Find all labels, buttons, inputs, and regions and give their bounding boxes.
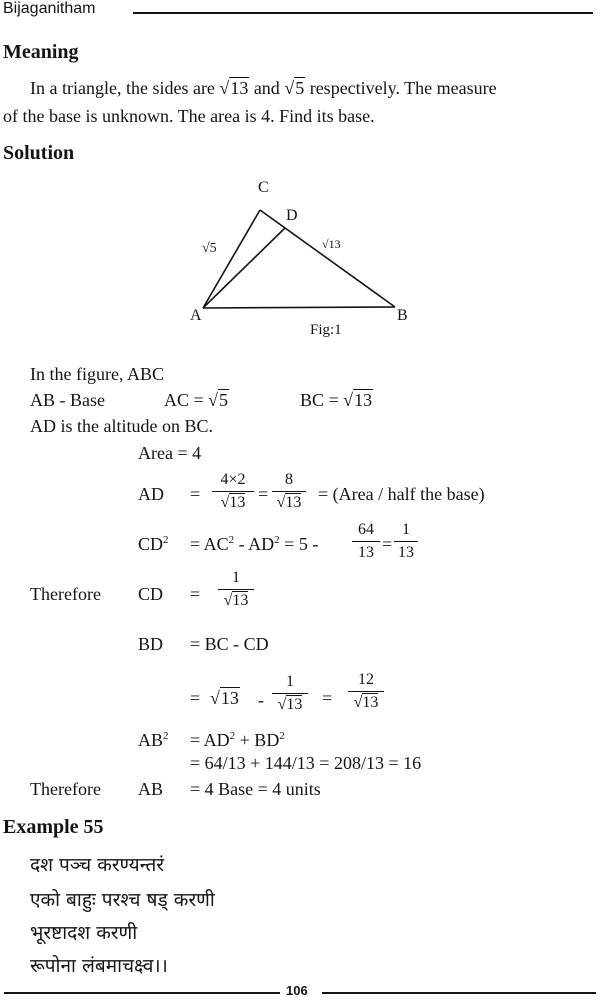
bd2-radical: √13 <box>210 688 239 708</box>
cd2-rhs-c: = 5 - <box>279 534 319 554</box>
ad-lhs: AD <box>138 484 164 504</box>
denominator: 13 <box>362 694 379 711</box>
bd-lhs: BD <box>138 634 164 654</box>
ad-mid-eq: = <box>258 484 269 504</box>
header-rule <box>133 12 593 14</box>
bd2-mid-eq: = <box>322 688 333 708</box>
numerator: 12 <box>358 671 374 688</box>
cd2-lhs-text: CD <box>138 534 164 554</box>
radicand: 13 <box>354 390 373 410</box>
radical-13: √13 <box>219 78 249 98</box>
radical-5: √5 <box>284 78 305 98</box>
ab-base-label: AB - Base <box>30 390 105 410</box>
meaning-text-a: In a triangle, the sides are <box>30 78 220 98</box>
meaning-text-c: respectively. The measure <box>305 78 497 98</box>
page-number: 106 <box>286 983 308 998</box>
denominator: 13 <box>232 592 249 609</box>
vertex-a-label: A <box>190 307 202 324</box>
superscript: 2 <box>279 730 285 742</box>
meaning-heading: Meaning <box>3 41 79 63</box>
example-heading: Example 55 <box>3 816 104 838</box>
side-cb <box>260 210 395 307</box>
ab2-rhs-b: + BD <box>235 730 280 750</box>
radicand: 13 <box>220 688 239 708</box>
cd2-rhs-b: - AD <box>234 534 275 554</box>
numerator: 4×2 <box>220 471 246 488</box>
figure-caption: Fig:1 <box>310 322 342 338</box>
ab2-lhs <box>138 730 169 751</box>
superscript: 2 <box>274 534 280 546</box>
superscript: 2 <box>163 534 169 546</box>
denominator: 13 <box>229 494 246 511</box>
superscript: 2 <box>228 534 235 546</box>
vertex-d-label: D <box>286 207 298 224</box>
triangle-figure <box>180 172 420 344</box>
verse-line-4: रूपोना लंबमाचक्ष्व।। <box>30 955 168 977</box>
cd-fraction: 1 √13 <box>218 568 254 611</box>
ad-fraction-2: 8 √13 <box>272 470 306 513</box>
area-line: Area = 4 <box>138 443 202 463</box>
solution-heading: Solution <box>3 142 75 164</box>
numerator: 1 <box>232 569 240 586</box>
altitude-ad <box>203 228 285 308</box>
verse-line-1: दश पञ्च करण्यन्तरं <box>30 854 165 876</box>
radical-5: √5 <box>208 390 229 410</box>
work-intro: In the figure, ABC <box>30 364 164 384</box>
bd2-eq: = <box>190 688 201 708</box>
therefore-label-2: Therefore <box>30 779 101 799</box>
side-ab <box>203 307 395 308</box>
side-ac-label: √5 <box>202 241 217 256</box>
ab-rhs: = 4 Base = 4 units <box>190 779 321 799</box>
running-header-title: Bijaganitham <box>3 0 96 17</box>
footer-rule-right <box>322 992 596 994</box>
therefore-label-1: Therefore <box>30 584 101 604</box>
radicand: 5 <box>295 78 305 98</box>
numerator: 1 <box>286 673 294 690</box>
vertex-c-label: C <box>258 179 269 196</box>
cd2-rhs <box>190 534 318 555</box>
vertex-b-label: B <box>397 307 408 324</box>
meaning-line-2: of the base is unknown. The area is 4. Find its base. <box>3 106 375 126</box>
cd2-mid-eq: = <box>382 534 393 554</box>
denominator: 13 <box>285 494 302 511</box>
numerator: 64 <box>358 521 374 538</box>
numerator: 1 <box>402 521 410 538</box>
meaning-text-b: and <box>249 78 285 98</box>
side-ac <box>203 210 260 308</box>
ac-equation <box>164 390 229 411</box>
radicand: 5 <box>219 390 229 410</box>
ab-lhs: AB <box>138 779 164 799</box>
ad-altitude-text: AD is the altitude on BC. <box>30 416 213 436</box>
cd2-lhs <box>138 534 169 555</box>
bd2-fraction-1: 1 √13 <box>272 672 308 715</box>
ab2-line-2: = 64/13 + 144/13 = 208/13 = 16 <box>190 753 422 773</box>
cd2-fraction-2 <box>394 520 418 563</box>
cd2-fraction-1 <box>352 520 380 563</box>
bd2-minus: - <box>258 690 264 710</box>
cd-eq: = <box>190 584 201 604</box>
ac-eq-text: AC = <box>164 390 209 410</box>
superscript: 2 <box>229 730 236 742</box>
cd-lhs: CD <box>138 584 164 604</box>
bd2-fraction-2: 12 √13 <box>348 670 384 713</box>
denominator: 13 <box>286 696 303 713</box>
side-bc-label: √13 <box>322 237 341 251</box>
denominator: 13 <box>398 544 414 561</box>
ad-fraction-1: 4×2 √13 <box>212 470 254 513</box>
footer-rule-left <box>4 992 280 994</box>
radicand: 13 <box>230 78 249 98</box>
ad-eq: = <box>190 484 201 504</box>
bc-eq-text: BC = <box>300 390 344 410</box>
radical-13: √13 <box>343 390 373 410</box>
meaning-line-1 <box>30 78 497 99</box>
ab2-lhs-text: AB <box>138 730 164 750</box>
superscript: 2 <box>163 730 169 742</box>
numerator: 8 <box>285 471 293 488</box>
ab2-rhs-a: = AD <box>190 730 230 750</box>
ad-tail: = (Area / half the base) <box>318 484 485 504</box>
verse-line-2: एको बाहुः परश्च षड् करणी <box>30 889 215 911</box>
cd2-rhs-a: = AC <box>190 534 229 554</box>
bd-rhs: = BC - CD <box>190 634 269 654</box>
verse-line-3: भूरष्टादश करणी <box>30 922 138 944</box>
ab2-rhs <box>190 730 285 751</box>
denominator: 13 <box>358 544 374 561</box>
bc-equation <box>300 390 373 411</box>
